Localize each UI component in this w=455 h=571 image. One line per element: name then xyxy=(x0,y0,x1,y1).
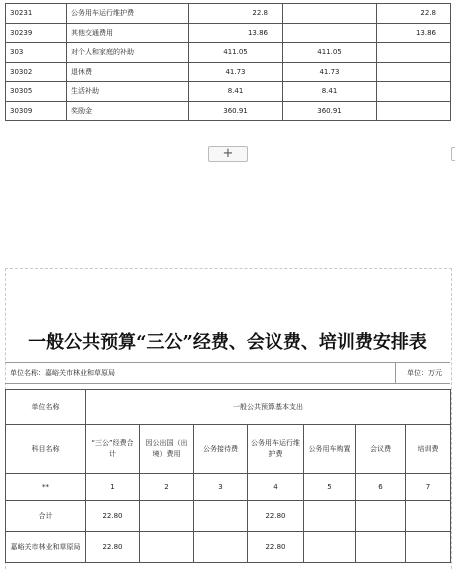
table-cell: 22.80 xyxy=(86,532,140,563)
top-budget-table xyxy=(5,3,451,121)
table-cell: 生活补助 xyxy=(67,82,189,102)
table-cell: 13.86 xyxy=(189,23,283,43)
header-cell: 公务接待费 xyxy=(194,425,248,474)
table-index-row xyxy=(6,474,451,501)
divider xyxy=(395,363,396,383)
table-cell: 411.05 xyxy=(189,43,283,63)
table-row xyxy=(6,532,451,563)
table-cell: 30231 xyxy=(6,4,67,24)
table-cell xyxy=(377,62,451,82)
table-cell: 30305 xyxy=(6,82,67,102)
header-cell: 会议费 xyxy=(356,425,406,474)
table-cell: 30302 xyxy=(6,62,67,82)
table-cell xyxy=(406,532,451,563)
table-cell: 411.05 xyxy=(283,43,377,63)
table-cell: 对个人和家庭的补助 xyxy=(67,43,189,63)
unit-info-row xyxy=(5,362,450,384)
table-cell: 41.73 xyxy=(283,62,377,82)
table-cell xyxy=(283,23,377,43)
table-cell: 360.91 xyxy=(283,101,377,121)
header-cell: 培训费 xyxy=(406,425,451,474)
header-unit-name: 单位名称 xyxy=(6,390,86,425)
table-header-row xyxy=(6,390,451,425)
unit-name-label: 单位名称：嘉峪关市林业和草原局 xyxy=(10,369,115,377)
table-row xyxy=(6,62,451,82)
table-cell: 13.86 xyxy=(377,23,451,43)
table-cell xyxy=(406,501,451,532)
table-cell xyxy=(377,43,451,63)
side-handle[interactable] xyxy=(451,147,455,161)
index-cell: 3 xyxy=(194,474,248,501)
table-cell xyxy=(283,4,377,24)
table-row xyxy=(6,101,451,121)
table-cell xyxy=(194,501,248,532)
index-cell: 6 xyxy=(356,474,406,501)
table-cell xyxy=(377,82,451,102)
table-cell xyxy=(304,532,356,563)
table-cell: 22.80 xyxy=(248,501,304,532)
table-cell xyxy=(356,532,406,563)
header-cell: 公务用车购置 xyxy=(304,425,356,474)
index-cell: 5 xyxy=(304,474,356,501)
table-cell: 22.8 xyxy=(377,4,451,24)
table-row xyxy=(6,501,451,532)
header-group-basic-expenditure: 一般公共预算基本支出 xyxy=(86,390,451,425)
table-cell: 嘉峪关市林业和草原局 xyxy=(6,532,86,563)
table-cell xyxy=(356,501,406,532)
table-cell: 41.73 xyxy=(189,62,283,82)
table-cell xyxy=(377,101,451,121)
table-row xyxy=(6,43,451,63)
index-cell: 4 xyxy=(248,474,304,501)
table-cell: 8.41 xyxy=(189,82,283,102)
header-cell: 因公出国（出境）费用 xyxy=(140,425,194,474)
currency-unit-label: 单位：万元 xyxy=(407,369,442,377)
table-cell: 303 xyxy=(6,43,67,63)
index-cell: ** xyxy=(6,474,86,501)
table-cell: 奖励金 xyxy=(67,101,189,121)
table-cell xyxy=(140,501,194,532)
table-cell: 退休费 xyxy=(67,62,189,82)
table-cell xyxy=(194,532,248,563)
header-cell: “三公”经费合计 xyxy=(86,425,140,474)
table-cell: 合计 xyxy=(6,501,86,532)
table-cell: 22.8 xyxy=(189,4,283,24)
index-cell: 1 xyxy=(86,474,140,501)
add-row-button[interactable]: + xyxy=(208,146,248,162)
table-cell: 30309 xyxy=(6,101,67,121)
table-cell: 22.80 xyxy=(248,532,304,563)
table-cell: 其他交通费用 xyxy=(67,23,189,43)
three-public-expenses-table xyxy=(5,389,451,563)
index-cell: 7 xyxy=(406,474,451,501)
table-cell: 30239 xyxy=(6,23,67,43)
table-cell: 公务用车运行维护费 xyxy=(67,4,189,24)
index-cell: 2 xyxy=(140,474,194,501)
table-cell: 360.91 xyxy=(189,101,283,121)
table-row xyxy=(6,23,451,43)
table-cell: 22.80 xyxy=(86,501,140,532)
report-title: 一般公共预算“三公”经费、会议费、培训费安排表 xyxy=(28,332,427,353)
table-cell xyxy=(140,532,194,563)
table-row xyxy=(6,4,451,24)
table-cell xyxy=(304,501,356,532)
table-row xyxy=(6,82,451,102)
header-subject-name: 科目名称 xyxy=(6,425,86,474)
table-header-row xyxy=(6,425,451,474)
header-cell: 公务用车运行维护费 xyxy=(248,425,304,474)
table-cell: 8.41 xyxy=(283,82,377,102)
